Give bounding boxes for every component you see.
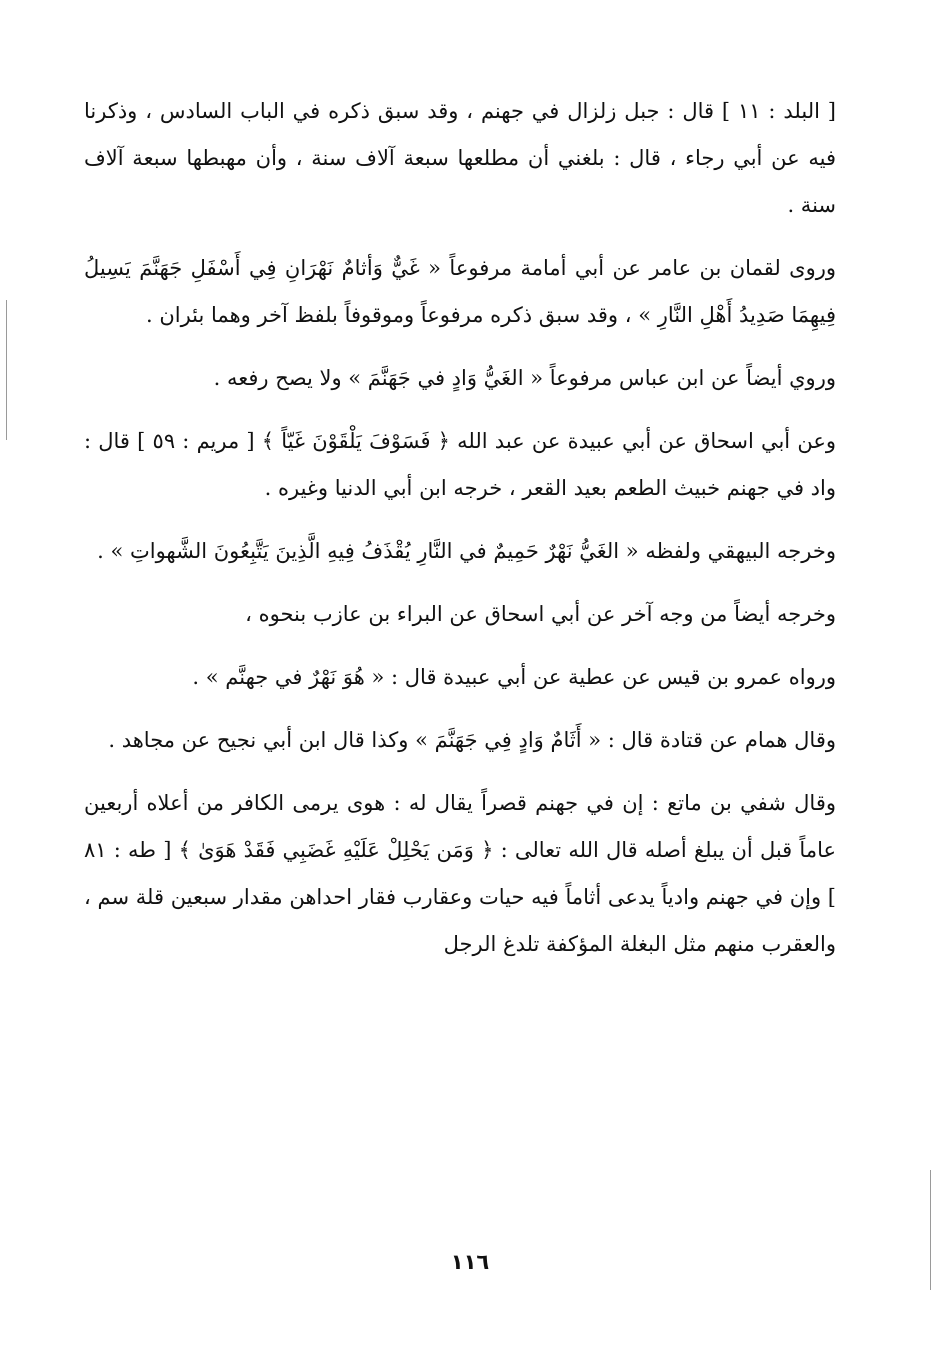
paragraph-5: وخرجه البيهقي ولفظه « الغَيُّ نَهْرٌ حَمِيمٌ في النَّارِ يُقْذَفُ فِيهِ الَّذِينَ يَتَّبِعُونَ الشَّهواتِ » . [97,539,836,563]
paragraph-7: ورواه عمرو بن قيس عن عطية عن أبي عبيدة قال : « هُوَ نَهْرٌ في جهنَّم » . [192,665,836,689]
scan-edge-mark-left [6,300,7,440]
paragraph-3: وروي أيضاً عن ابن عباس مرفوعاً « الغَيُّ وَادٍ في جَهَنَّمَ » ولا يصح رفعه . [213,366,836,390]
paragraph-4: وعن أبي اسحاق عن أبي عبيدة عن عبد الله ﴿ فَسَوْفَ يَلْقَوْنَ غَيّاً ﴾ [ مريم : ٥٩ ] قال : واد في جهنم خبيث الطعم بعيد القعر ، خرجه ابن أبي الدنيا وغيره . [84,429,836,500]
paragraph-9: وقال شفي بن ماتع : إن في جهنم قصراً يقال له : هوى يرمى الكافر من أعلاه أربعين عاماً قبل أن يبلغ أصله قال الله تعالى : ﴿ وَمَن يَحْلِلْ عَلَيْهِ غَضَبِي فَقَدْ هَوَىٰ ﴾ [ طه : ٨١ ] وإن في جهنم وادياً يدعى أثاماً فيه حيات وعقارب فقار احداهن مقدار سبعين قلة سم ، والعقرب منهم مثل البغلة المؤكفة تلدغ الرجل [84,791,836,956]
paragraph-8: وقال همام عن قتادة قال : « أَثَامٌ وَادٍ فِي جَهَنَّمَ » وكذا قال ابن أبي نجيح عن مجاهد . [108,728,836,752]
paragraph-1: [ البلد : ١١ ] قال : جبل زلزال في جهنم ، وقد سبق ذكره في الباب السادس ، وذكرنا فيه عن أبي رجاء ، قال : بلغني أن مطلعها سبعة آلاف سنة ، وأن مهبطها سبعة آلاف سنة . [84,99,836,217]
page-body [84,88,836,1278]
page-number: ١١٦ [450,1250,490,1274]
paragraph-2: وروى لقمان بن عامر عن أبي أمامة مرفوعاً « غَيٌّ وَأثامٌ نَهْرَانِ فِي أَسْفَلِ جَهَنَّمَ يَسِيلُ فِيهِمَا صَدِيدُ أَهْلِ النَّارِ » ، وقد سبق ذكره مرفوعاً وموقوفاً بلفظ آخر وهما بئران . [84,256,836,327]
paragraph-6: وخرجه أيضاً من وجه آخر عن أبي اسحاق عن البراء بن عازب بنحوه ، [245,602,836,626]
scan-edge-mark-right [930,1170,931,1290]
